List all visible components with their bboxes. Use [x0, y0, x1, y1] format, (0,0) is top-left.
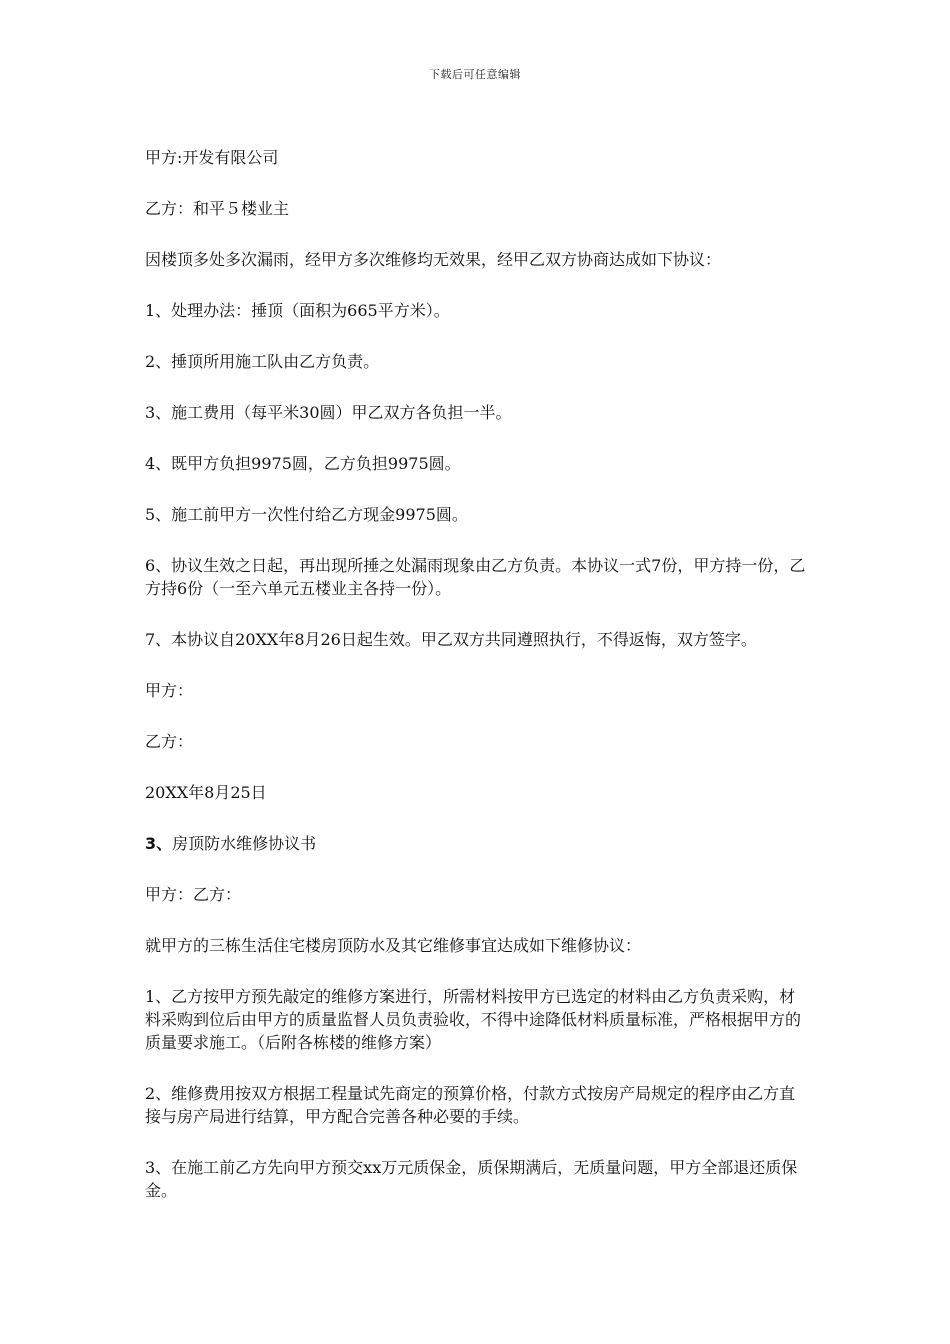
- paragraph-clause-1: 1、处理办法：捶顶（面积为665平方米）。: [145, 301, 450, 320]
- section-clause-3: 3、在施工前乙方先向甲方预交xx万元质保金，质保期满后，无质量问题，甲方全部退还质保金。: [145, 1158, 798, 1200]
- signature-party-a: 甲方：: [145, 681, 194, 700]
- section-parties: 甲方：乙方：: [145, 885, 242, 904]
- page-header-note: 下载后可任意编辑: [429, 68, 521, 81]
- signature-date: 20XX年8月25日: [145, 783, 267, 802]
- paragraph-clause-5: 5、施工前甲方一次性付给乙方现金9975圆。: [145, 505, 468, 524]
- section-number: 3、: [145, 834, 173, 853]
- paragraph-clause-4: 4、既甲方负担9975圆，乙方负担9975圆。: [145, 454, 461, 473]
- section-heading: [145, 832, 810, 855]
- document-body: [145, 146, 810, 1230]
- section-clause-1: 1、乙方按甲方预先敲定的维修方案进行，所需材料按甲方已选定的材料由乙方负责采购，材料采购到位后由甲方的质量监督人员负责验收，不得中途降低材料质量标准，严格根据甲方的质量要求施工。（后附各栋楼的维修方案）: [145, 987, 802, 1052]
- paragraph-intro: 因楼顶多处多次漏雨，经甲方多次维修均无效果，经甲乙双方协商达成如下协议：: [145, 250, 722, 269]
- section-intro: 就甲方的三栋生活住宅楼房顶防水及其它维修事宜达成如下维修协议：: [145, 936, 642, 955]
- paragraph-clause-7: 7、本协议自20XX年8月26日起生效。甲乙双方共同遵照执行，不得返悔，双方签字。: [145, 630, 757, 649]
- section-clause-2: 2、维修费用按双方根据工程量试先商定的预算价格，付款方式按房产局规定的程序由乙方直接与房产局进行结算，甲方配合完善各种必要的手续。: [145, 1084, 796, 1126]
- signature-party-b: 乙方：: [145, 732, 194, 751]
- paragraph-party-a: 甲方:开发有限公司: [145, 148, 279, 167]
- paragraph-clause-2: 2、捶顶所用施工队由乙方负责。: [145, 352, 380, 371]
- paragraph-clause-3: 3、施工费用（每平米30圆）甲乙双方各负担一半。: [145, 403, 512, 422]
- section-title: 房顶防水维修协议书: [172, 834, 317, 853]
- paragraph-party-b: 乙方：和平５楼业主: [145, 199, 290, 218]
- paragraph-clause-6: 6、协议生效之日起，再出现所捶之处漏雨现象由乙方负责。本协议一式7份，甲方持一份，乙方持6份（一至六单元五楼业主各持一份）。: [145, 556, 806, 598]
